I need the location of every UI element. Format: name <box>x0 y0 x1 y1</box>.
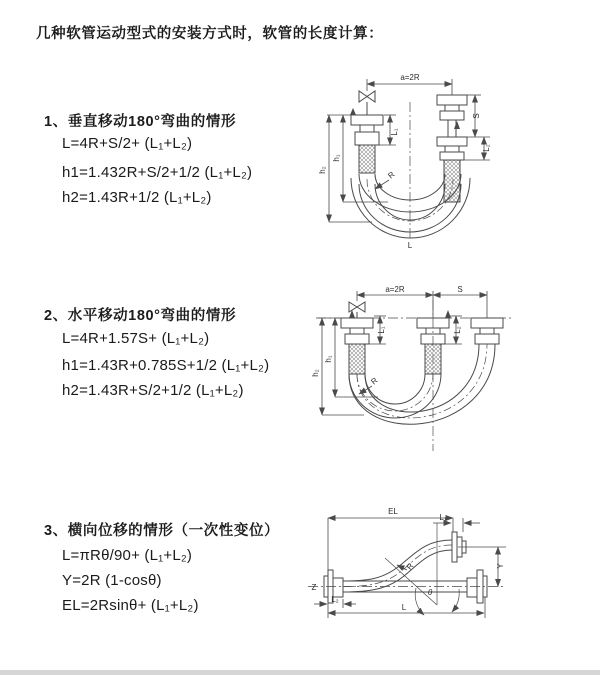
dim-label-length: L <box>407 241 413 250</box>
dim-label-travel: S <box>457 285 463 294</box>
section-3-formula-L: L=πRθ/90+ (L₁+L₂) <box>62 547 193 564</box>
dim-label-travel: S <box>472 113 481 119</box>
left-hose-braid <box>349 344 365 374</box>
left-fitting <box>341 318 373 344</box>
dim-span-a2r <box>357 291 487 318</box>
centerline-mark: Z <box>311 583 317 592</box>
left-fitting <box>351 115 383 145</box>
dim-label-conn-top: L₁ <box>439 513 447 522</box>
dim-label-conn-left: L₂ <box>331 595 339 604</box>
section-2-formula-h2: h2=1.43R+S/2+1/2 (L₁+L₂) <box>62 382 244 399</box>
position-arrow-icon <box>350 108 356 115</box>
left-hose-braid <box>359 145 375 173</box>
position-arrow-icon <box>445 310 451 318</box>
dim-label-conn-right: L₂ <box>482 144 491 152</box>
dim-label-h2: h₂ <box>318 166 327 174</box>
dim-label-h2: h₂ <box>311 369 320 377</box>
section-2-heading: 2、水平移动180°弯曲的情形 <box>44 308 237 324</box>
section-1-formula-h1: h1=1.432R+S/2+1/2 (L₁+L₂) <box>62 164 253 181</box>
dim-label-radius: R <box>404 561 416 572</box>
dim-label-h1: h₁ <box>324 355 333 363</box>
dim-label-a2r: a=2R <box>385 285 405 294</box>
dim-el <box>328 518 453 618</box>
section-1-heading: 1、垂直移动180°弯曲的情形 <box>44 114 237 130</box>
straight-hose <box>308 581 505 592</box>
section-3-formula-Y: Y=2R (1-cosθ) <box>62 572 162 589</box>
diagram-lateral-displacement <box>300 492 600 662</box>
dim-length <box>328 597 485 618</box>
section-3-formula-EL: EL=2Rsinθ+ (L₁+L₂) <box>62 597 199 614</box>
section-2-formula-L: L=4R+1.57S+ (L₁+L₂) <box>62 330 210 347</box>
right-fitting-displaced <box>471 318 503 344</box>
hose-bend-arcs <box>349 344 495 424</box>
valve-icon <box>359 91 375 115</box>
page-title: 几种软管运动型式的安装方式时，软管的长度计算： <box>36 26 384 42</box>
diagram-vertical-180-bend <box>300 66 590 261</box>
section-1-formula-L: L=4R+S/2+ (L₁+L₂) <box>62 135 193 152</box>
dim-label-radius: R <box>369 375 380 387</box>
dim-label-length: L <box>401 603 407 612</box>
section-1-formula-h2: h2=1.43R+1/2 (L₁+L₂) <box>62 189 212 206</box>
right-fitting-upper <box>437 95 467 120</box>
dim-label-offset: Y <box>496 563 505 569</box>
radius-leader <box>375 180 389 189</box>
mid-hose-braid <box>425 344 441 374</box>
dim-label-h1: h₁ <box>332 154 341 162</box>
dim-label-conn-left: L₁ <box>390 128 399 136</box>
dim-label-angle: θ <box>427 588 433 597</box>
dim-label-conn-mid: L₂ <box>453 326 462 334</box>
dim-label-conn-left: L₁ <box>377 326 386 334</box>
diagram-horizontal-180-bend <box>306 283 596 468</box>
section-3-heading: 3、横向位移的情形（一次性变位） <box>44 523 280 539</box>
position-arrow-icon <box>454 121 460 129</box>
dim-label-el: EL <box>388 507 398 516</box>
dim-label-radius: R <box>386 169 397 181</box>
curved-hose <box>343 540 452 592</box>
page-bottom-divider <box>0 670 600 675</box>
section-2-formula-h1: h1=1.43R+0.785S+1/2 (L₁+L₂) <box>62 357 270 374</box>
right-fitting-lower <box>437 137 467 160</box>
dim-label-a2r: a=2R <box>400 73 420 82</box>
